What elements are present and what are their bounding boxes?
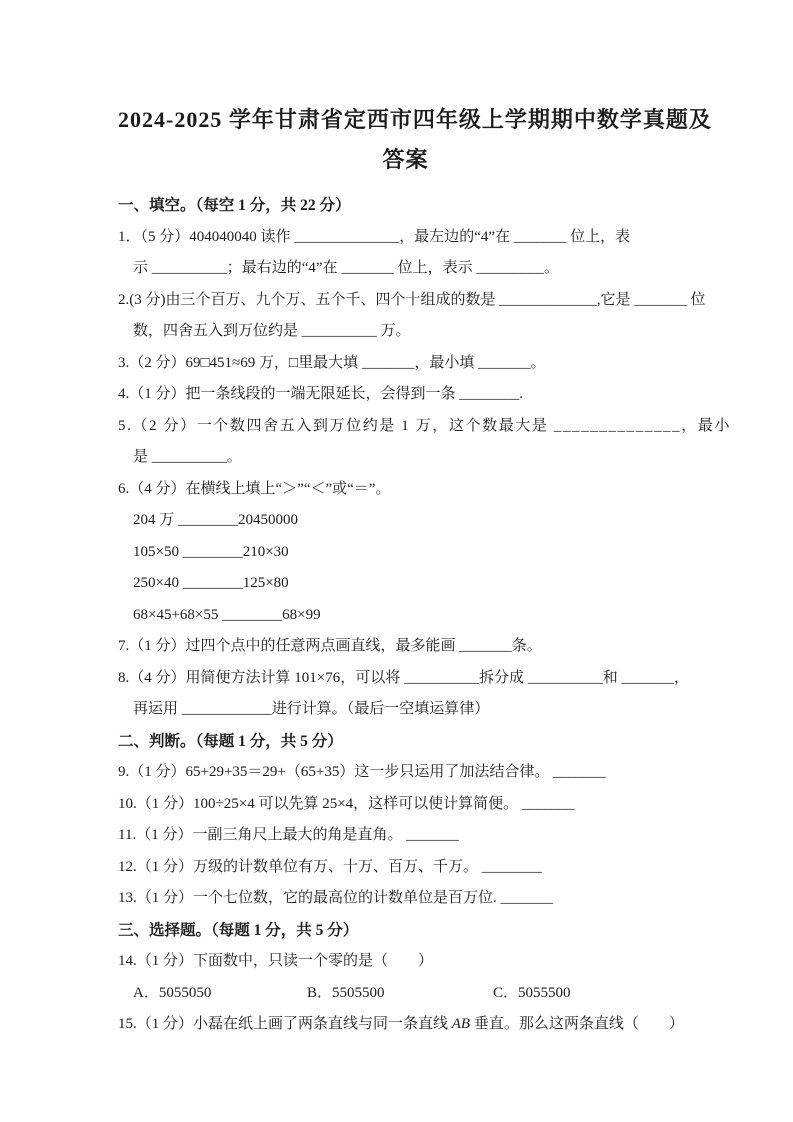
question-3: 3.（2 分）69□451≈69 万，□里最大填 _______，最小填 _______。 <box>118 354 546 371</box>
question-2-line-1: 2.(3 分)由三个百万、九个万、五个千、四个十组成的数是 _____________,它是 _______ 位 <box>118 291 706 308</box>
question-10: 10.（1 分）100÷25×4 可以先算 25×4，这样可以使计算简便。 _______ <box>118 795 575 812</box>
question-1-line-1: 1．（5 分）404040040 读作 ______________，最左边的“4”在 _______ 位上，表 <box>118 228 631 245</box>
question-14: 14.（1 分）下面数中，只读一个零的是（ ） <box>118 953 434 969</box>
question-14-options <box>118 978 703 1010</box>
question-1-line-2: 示 __________；最右边的“4”在 _______ 位上，表示 _________。 <box>133 260 559 276</box>
question-14-option-b: B．5505500 <box>307 984 385 1001</box>
question-15-line-label-ab: AB <box>451 1016 471 1032</box>
question-5-line-1: 5.（2 分）一个数四舍五入到万位约是 1 万，这个数最大是 ______________，最小 <box>118 417 732 434</box>
question-14-option-a: A．5055050 <box>133 984 212 1001</box>
question-12: 12.（1 分）万级的计数单位有万、十万、百万、千万。 ________ <box>118 858 542 875</box>
question-8-line-1: 8.（4 分）用简便方法计算 101×76，可以将 __________拆分成 __________和 _______， <box>118 669 689 686</box>
question-15-text-before-ab: 15.（1 分）小磊在纸上画了两条直线与同一条直线 <box>118 1016 452 1032</box>
question-14-option-c: C．5055500 <box>493 984 571 1001</box>
question-15-text-after-ab: 垂直。那么这两条直线（ ） <box>470 1016 684 1032</box>
question-6-compare-row-2: 105×50 ________210×30 <box>133 543 289 560</box>
section-3-heading: 三、选择题。（每题 1 分，共 5 分） <box>118 921 359 939</box>
question-2-line-2: 数，四舍五入到万位约是 __________ 万。 <box>133 323 411 339</box>
section-2-heading: 二、判断。（每题 1 分，共 5 分） <box>118 732 343 750</box>
question-6: 6.（4 分）在横线上填上“＞”“＜”或“＝”。 <box>118 480 391 497</box>
section-1-heading: 一、填空。（每空 1 分，共 22 分） <box>118 197 351 214</box>
question-11: 11.（1 分）一副三角尺上最大的角是直角。 _______ <box>118 827 459 843</box>
exam-title-line-2: 答案 <box>382 147 429 172</box>
question-9: 9.（1 分）65+29+35＝29+（65+35）这一步只运用了加法结合律。 _______ <box>118 764 606 780</box>
question-4: 4.（1 分）把一条线段的一端无限延长，会得到一条 ________. <box>118 386 524 402</box>
question-5-line-2: 是 __________。 <box>133 449 242 465</box>
exam-title <box>118 100 712 180</box>
question-6-compare-row-4: 68×45+68×55 ________68×99 <box>133 606 321 623</box>
question-7: 7.（1 分）过四个点中的任意两点画直线，最多能画 _______条。 <box>118 638 542 654</box>
question-6-compare-row-3: 250×40 ________125×80 <box>133 575 289 591</box>
exam-title-line-1: 2024-2025 学年甘肃省定西市四年级上学期期中数学真题及 <box>118 107 712 132</box>
question-8-line-2: 再运用 ____________进行计算。（最后一空填运算律） <box>133 701 490 717</box>
question-6-compare-row-1: 204 万 ________20450000 <box>133 512 299 528</box>
question-15 <box>118 1009 703 1041</box>
question-13: 13.（1 分）一个七位数，它的最高位的计数单位是百万位. _______ <box>118 890 554 906</box>
